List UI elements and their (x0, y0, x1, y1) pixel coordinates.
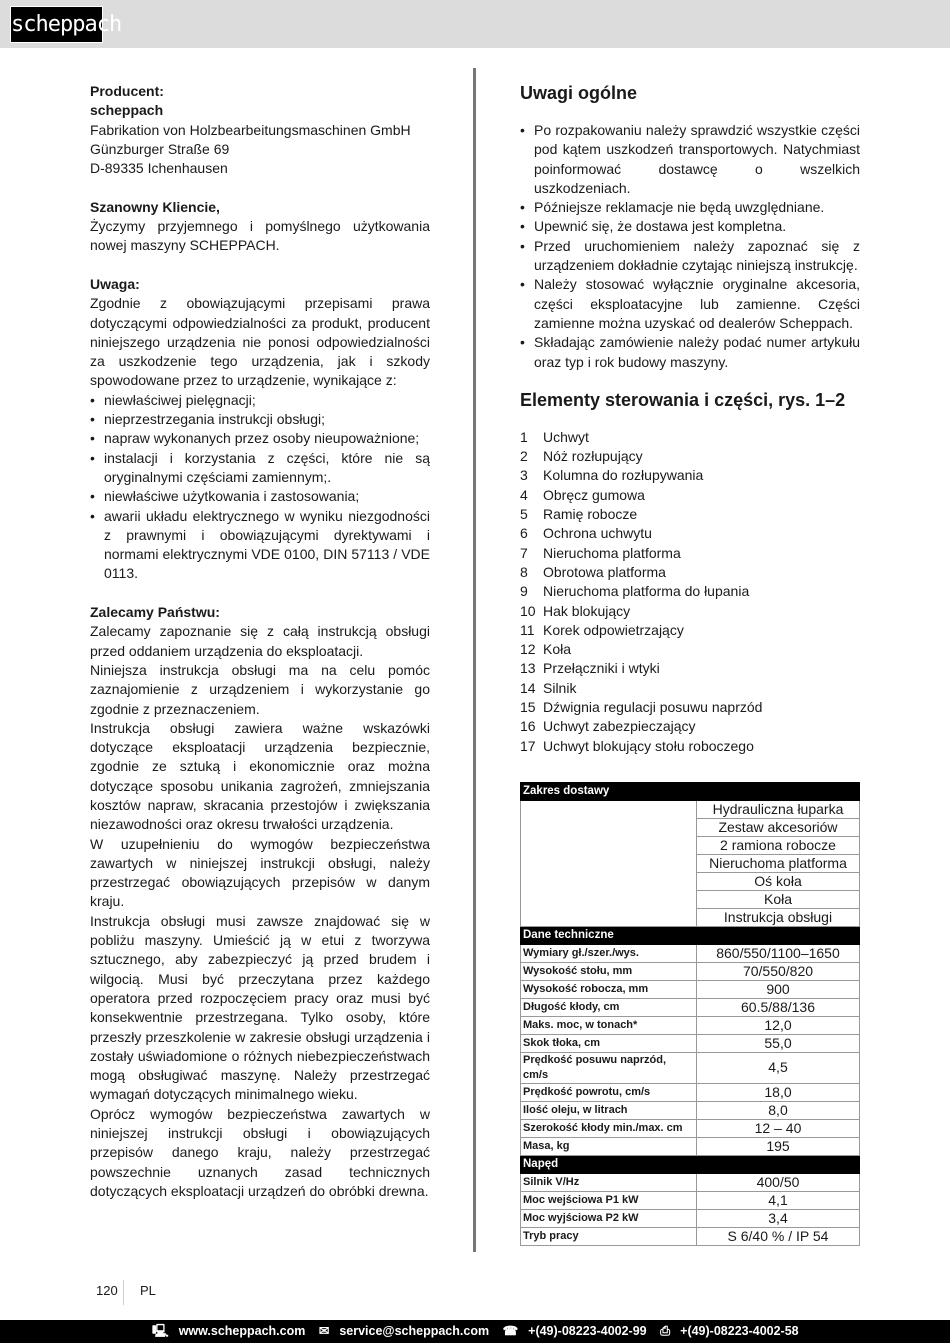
part-name: Obręcz gumowa (543, 486, 645, 503)
producer-line: D-89335 Ichenhausen (90, 160, 228, 177)
parts-list-item (520, 505, 860, 524)
tech-header: Dane techniczne (521, 926, 860, 944)
part-name: Przełączniki i wtyki (543, 660, 660, 677)
note-list (90, 391, 430, 584)
drive-header: Napęd (521, 1155, 860, 1173)
spec-key: Tryb pracy (521, 1227, 697, 1245)
spec-value: 3,4 (697, 1209, 860, 1227)
parts-list-item (520, 524, 860, 543)
recommend-title: Zalecamy Państwu: (90, 604, 220, 621)
part-number: 8 (520, 563, 528, 580)
list-item: • awarii układu elektrycznego w wyniku niezgodności z prawnymi i obowiązującymi dyrektywami i normami elektrycznymi VDE 0100, DIN 57113 / VDE 0113. (90, 507, 430, 584)
parts-list-item (520, 466, 860, 485)
part-number: 4 (520, 486, 528, 503)
spec-key: Moc wejściowa P1 kW (521, 1191, 697, 1209)
part-name: Uchwyt (543, 428, 589, 445)
table-row (521, 1119, 860, 1137)
parts-list (520, 428, 860, 756)
list-item: • Przed uruchomieniem należy zapoznać się z urządzeniem dokładnie czytając niniejszą instrukcję. (520, 237, 860, 276)
table-row (521, 1083, 860, 1101)
spec-value: 55,0 (697, 1034, 860, 1052)
recommend-paragraph: Niniejsza instrukcja obsługi ma na celu pomóc zaznajomienie z urządzeniem i wykorzystanie go zgodnie z przeznaczeniem. (90, 661, 430, 717)
column-divider (473, 68, 476, 1252)
part-name: Uchwyt zabezpieczający (543, 718, 696, 735)
part-name: Korek odpowietrzający (543, 621, 684, 638)
delivery-item: Nieruchoma platforma (697, 854, 860, 872)
table-row (521, 1034, 860, 1052)
spec-key: Prędkość powrotu, cm/s (521, 1083, 697, 1101)
right-column (520, 82, 860, 1246)
spec-value: 400/50 (697, 1173, 860, 1191)
part-name: Hak blokujący (543, 602, 631, 619)
parts-list-item (520, 717, 860, 736)
part-number: 10 (520, 602, 536, 619)
part-number: 3 (520, 467, 528, 484)
delivery-item: Koła (697, 890, 860, 908)
parts-list-item (520, 679, 860, 698)
part-name: Silnik (543, 679, 577, 696)
page-language: PL (140, 1283, 156, 1298)
part-number: 15 (520, 699, 536, 716)
part-number: 5 (520, 506, 528, 523)
spec-key: Masa, kg (521, 1137, 697, 1155)
table-row (521, 1137, 860, 1155)
greeting-title: Szanowny Kliencie, (90, 198, 220, 215)
part-number: 6 (520, 525, 528, 542)
part-name: Nieruchoma platforma (543, 544, 681, 561)
producer-label: Producent: (90, 83, 164, 99)
table-row (521, 944, 860, 962)
part-name: Nieruchoma platforma do łupania (543, 583, 750, 600)
part-name: Dźwignia regulacji posuwu naprzód (543, 699, 763, 716)
table-row (521, 800, 860, 818)
spec-value: 4,5 (697, 1052, 860, 1083)
spec-value: 860/550/1100–1650 (697, 944, 860, 962)
spec-value: 195 (697, 1137, 860, 1155)
footer-email[interactable]: service@scheppach.com (339, 1324, 490, 1338)
scheppach-logo: scheppach (10, 6, 103, 43)
part-number: 13 (520, 660, 536, 677)
page-number: 120 (96, 1283, 118, 1298)
part-number: 1 (520, 428, 528, 445)
footer-fax: +(49)-08223-4002-58 (680, 1324, 799, 1338)
general-notes-title: Uwagi ogólne (520, 83, 637, 103)
page-separator (123, 1280, 124, 1305)
list-item: • Po rozpakowaniu należy sprawdzić wszystkie części pod kątem uszkodzeń transportowych. Natychmiast poinformować dostawcę o wszelkich uszkodzeniach. (520, 121, 860, 198)
spec-key: Długość kłody, cm (521, 998, 697, 1016)
parts-list-item (520, 640, 860, 659)
part-number: 17 (520, 737, 536, 754)
note-title: Uwaga: (90, 275, 140, 292)
recommend-paragraph: W uzupełnieniu do wymogów bezpieczeństwa zawartych w niniejszej instrukcji obsługi, należy przestrzegać obowiązujących przepisów w danym kraju. (90, 835, 430, 910)
part-number: 12 (520, 641, 536, 658)
table-row (521, 1052, 860, 1083)
list-item: • instalacji i korzystania z części, które nie są oryginalnymi częściami zamiennym;. (90, 449, 430, 488)
table-row (521, 1016, 860, 1034)
list-item: • niewłaściwej pielęgnacji; (90, 391, 430, 410)
list-item: • Późniejsze reklamacje nie będą uwzględniane. (520, 198, 860, 217)
table-row (521, 998, 860, 1016)
spec-key: Ilość oleju, w litrach (521, 1101, 697, 1119)
part-number: 9 (520, 583, 528, 600)
list-item: • niewłaściwe użytkowania i zastosowania; (90, 487, 430, 506)
delivery-item: Hydrauliczna łuparka (697, 800, 860, 818)
spec-value: 70/550/820 (697, 962, 860, 980)
producer-line: Günzburger Straße 69 (90, 140, 230, 157)
delivery-header: Zakres dostawy (521, 782, 860, 800)
delivery-item: Instrukcja obsługi (697, 908, 860, 926)
footer-web[interactable]: www.scheppach.com (178, 1324, 306, 1338)
part-name: Nóż rozłupujący (543, 448, 643, 465)
spec-value: 8,0 (697, 1101, 860, 1119)
part-number: 11 (520, 621, 535, 638)
spec-value: 900 (697, 980, 860, 998)
computer-icon: 🖳 (152, 1324, 169, 1338)
spec-value: S 6/40 % / IP 54 (697, 1227, 860, 1245)
parts-title: Elementy sterowania i części, rys. 1–2 (520, 389, 846, 410)
table-header-row (521, 782, 860, 800)
parts-list-item (520, 659, 860, 678)
part-number: 14 (520, 679, 536, 696)
spec-key: Maks. moc, w tonach* (521, 1016, 697, 1034)
parts-list-item (520, 737, 860, 756)
spec-key: Silnik V/Hz (521, 1173, 697, 1191)
table-row (521, 1191, 860, 1209)
part-name: Ochrona uchwytu (543, 525, 652, 542)
left-column (90, 82, 430, 1201)
part-name: Uchwyt blokujący stołu roboczego (543, 737, 754, 754)
phone-icon: ☎ (502, 1324, 519, 1338)
greeting-text: Życzymy przyjemnego i pomyślnego użytkowania nowej maszyny SCHEPPACH. (90, 218, 430, 254)
spec-table (520, 782, 860, 1246)
producer-name: scheppach (90, 102, 164, 119)
mail-icon: ✉ (318, 1324, 330, 1338)
parts-list-item (520, 698, 860, 717)
delivery-item: Oś koła (697, 872, 860, 890)
parts-list-item (520, 428, 860, 447)
spec-key: Moc wyjściowa P2 kW (521, 1209, 697, 1227)
footer-phone: +(49)-08223-4002-99 (528, 1324, 647, 1338)
table-row (521, 1227, 860, 1245)
fax-icon: ⎙ (660, 1324, 671, 1338)
spec-value: 18,0 (697, 1083, 860, 1101)
part-name: Ramię robocze (543, 506, 638, 523)
header-bar (0, 0, 950, 48)
list-item: • Upewnić się, że dostawa jest kompletna. (520, 217, 860, 236)
parts-list-item (520, 621, 860, 640)
note-text: Zgodnie z obowiązującymi przepisami prawa dotyczącymi odpowiedzialności za produkt, producent niniejszego urządzenia nie ponosi odpowiedzialności za uszkodzenie tego urządzenia, jak i szkody spowodowane przez to urządzenie, wynikające z: (90, 295, 430, 389)
spec-key: Szerokość kłody min./max. cm (521, 1119, 697, 1137)
parts-list-item (520, 563, 860, 582)
general-notes-list (520, 121, 860, 372)
spec-key: Wysokość stołu, mm (521, 962, 697, 980)
recommend-paragraph: Instrukcja obsługi musi zawsze znajdować się w pobliżu maszyny. Umieścić ją w etui z tworzywa sztucznego, aby zabezpieczyć ją przed brudem i wilgocią. Musi być przeczytana przez każdego operatora przed rozpoczęciem pracy oraz musi być konsekwentnie przestrzegana. Tylko osoby, które przeszły przeszkolenie w zakresie obsługi urządzenia i zostały uświadomione o różnych niebezpieczeństwach mogą obsługiwać maszynę. Należy przestrzegać wymagań dotyczących minimalnego wieku. (90, 912, 430, 1103)
spec-value: 60.5/88/136 (697, 998, 860, 1016)
table-row (521, 1173, 860, 1191)
recommend-paragraph: Zalecamy zapoznanie się z całą instrukcją obsługi przed oddaniem urządzenia do eksploatacji. (90, 623, 430, 659)
spec-key: Wymiary gł./szer./wys. (521, 944, 697, 962)
part-number: 7 (520, 544, 528, 561)
part-name: Kolumna do rozłupywania (543, 467, 704, 484)
list-item: • Składając zamówienie należy podać numer artykułu oraz typ i rok budowy maszyny. (520, 333, 860, 372)
delivery-item: Zestaw akcesoriów (697, 818, 860, 836)
spec-value: 12,0 (697, 1016, 860, 1034)
spec-key: Wysokość robocza, mm (521, 980, 697, 998)
parts-list-item (520, 486, 860, 505)
part-name: Obrotowa platforma (543, 563, 666, 580)
spec-value: 12 – 40 (697, 1119, 860, 1137)
spec-value: 4,1 (697, 1191, 860, 1209)
list-item: • napraw wykonanych przez osoby nieupoważnione; (90, 429, 430, 448)
delivery-item: 2 ramiona robocze (697, 836, 860, 854)
table-row (521, 980, 860, 998)
list-item: • nieprzestrzegania instrukcji obsługi; (90, 410, 430, 429)
recommend-paragraph: Instrukcja obsługi zawiera ważne wskazówki dotyczące eksploatacji urządzenia bezpiecznie, zgodnie ze sztuką i ekonomicznie oraz można dotyczące sposobu unikania zagrożeń, zmniejszania kosztów napraw, skracania przestojów i zwiększania niezawodności oraz okresu trwałości urządzenia. (90, 719, 430, 833)
parts-list-item (520, 544, 860, 563)
table-header-row (521, 926, 860, 944)
parts-list-item (520, 602, 860, 621)
table-row (521, 962, 860, 980)
spec-key: Prędkość posuwu naprzód, cm/s (521, 1052, 697, 1083)
list-item: • Należy stosować wyłącznie oryginalne akcesoria, części eksploatacyjne lub zamienne. Części zamienne można uzyskać od dealerów Scheppach. (520, 275, 860, 333)
part-number: 2 (520, 448, 528, 465)
spec-key: Skok tłoka, cm (521, 1034, 697, 1052)
part-name: Koła (543, 641, 572, 658)
parts-list-item (520, 582, 860, 601)
empty-cell (521, 800, 697, 926)
parts-list-item (520, 447, 860, 466)
table-header-row (521, 1155, 860, 1173)
table-row (521, 1209, 860, 1227)
part-number: 16 (520, 718, 536, 735)
footer-bar (0, 1320, 950, 1343)
recommend-paragraph: Oprócz wymogów bezpieczeństwa zawartych w niniejszej instrukcji obsługi i obowiązujących przepisów danego kraju, należy przestrzegać powszechnie uznanych zasad technicznych dotyczących eksploatacji urządzeń do obróbki drewna. (90, 1105, 430, 1199)
table-row (521, 1101, 860, 1119)
producer-line: Fabrikation von Holzbearbeitungsmaschinen GmbH (90, 121, 411, 138)
